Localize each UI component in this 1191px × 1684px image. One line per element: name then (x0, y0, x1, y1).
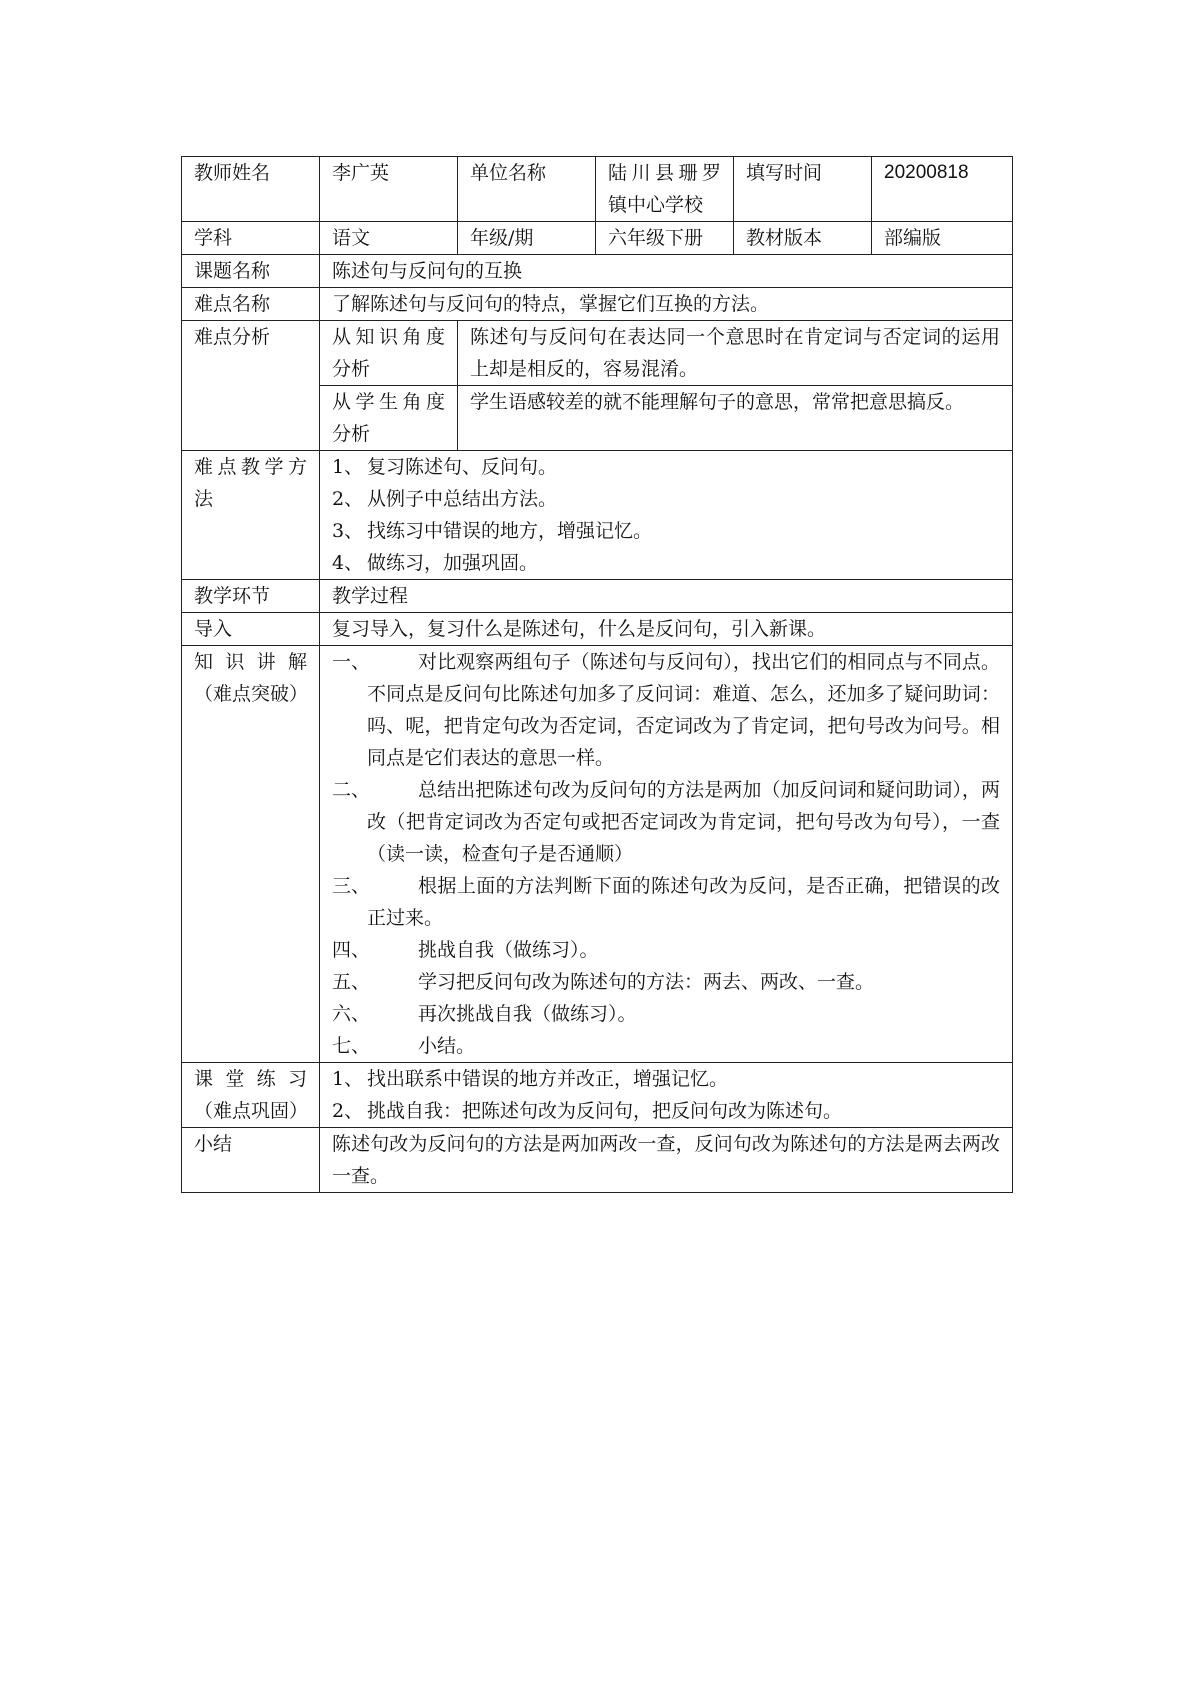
difficulty-label: 难点名称 (182, 288, 320, 321)
grade-value: 六年级下册 (596, 222, 734, 255)
difficulty-value: 了解陈述句与反问句的特点，掌握它们互换的方法。 (320, 288, 1013, 321)
topic-row (182, 255, 1013, 288)
edition-label: 教材版本 (734, 222, 872, 255)
lesson-plan-table (181, 156, 1013, 1193)
info-row-1 (182, 157, 1013, 222)
unit-value: 陆川县珊罗镇中心学校 (596, 157, 734, 222)
list-item (332, 646, 1000, 774)
list-text: 复习陈述句、反问句。 (367, 456, 558, 478)
list-text: 对比观察两组句子（陈述句与反问句），找出它们的相同点与不同点。不同点是反问句比陈述句加多了反问词：难道、怎么，还加多了疑问助词：吗、呢，把肯定句改为否定词，否定词改为了肯定词，把句号改为问号。相同点是它们表达的意思一样。 (367, 651, 1000, 769)
list-item (332, 774, 1000, 870)
practice-label: 课堂练习（难点巩固） (182, 1063, 320, 1128)
subject-label: 学科 (182, 222, 320, 255)
explain-list (332, 646, 1000, 1062)
list-text: 从例子中总结出方法。 (367, 488, 558, 510)
list-item (332, 1063, 1000, 1095)
topic-label: 课题名称 (182, 255, 320, 288)
list-index: 五、 (332, 971, 371, 993)
topic-value: 陈述句与反问句的互换 (320, 255, 1013, 288)
knowledge-value: 陈述句与反问句在表达同一个意思时在肯定词与否定词的运用上却是相反的，容易混淆。 (458, 321, 1013, 386)
intro-label: 导入 (182, 613, 320, 646)
stage-label: 教学环节 (182, 580, 320, 613)
explain-label: 知识讲解（难点突破） (182, 646, 320, 1063)
list-item (332, 547, 1000, 579)
list-text: 找练习中错误的地方，增强记忆。 (367, 520, 653, 542)
list-text: 做练习，加强巩固。 (367, 552, 539, 574)
list-text: 挑战自我：把陈述句改为反问句，把反问句改为陈述句。 (367, 1100, 843, 1122)
list-index: 1、 (332, 1068, 364, 1090)
student-label: 从学生角度分析 (320, 386, 458, 451)
summary-row (182, 1128, 1013, 1193)
explain-cell (320, 646, 1013, 1063)
unit-label: 单位名称 (458, 157, 596, 222)
list-index: 1、 (332, 456, 364, 478)
grade-label: 年级/期 (458, 222, 596, 255)
list-index: 四、 (332, 939, 371, 961)
info-row-2 (182, 222, 1013, 255)
subject-value: 语文 (320, 222, 458, 255)
methods-label: 难点教学方法 (182, 451, 320, 580)
student-value: 学生语感较差的就不能理解句子的意思，常常把意思搞反。 (458, 386, 1013, 451)
list-item (332, 515, 1000, 547)
list-item (332, 934, 1000, 966)
practice-list (332, 1063, 1000, 1127)
list-text: 再次挑战自我（做练习）。 (418, 1003, 637, 1025)
list-index: 3、 (332, 520, 364, 542)
list-item (332, 483, 1000, 515)
list-index: 二、 (332, 779, 371, 801)
list-item (332, 998, 1000, 1030)
process-label: 教学过程 (320, 580, 1013, 613)
explain-row (182, 646, 1013, 1063)
list-item (332, 1095, 1000, 1127)
date-value: 20200818 (872, 157, 1013, 222)
list-index: 2、 (332, 488, 364, 510)
list-index: 一、 (332, 651, 371, 673)
list-text: 学习把反问句改为陈述句的方法：两去、两改、一查。 (418, 971, 875, 993)
list-text: 根据上面的方法判断下面的陈述句改为反问，是否正确，把错误的改正过来。 (367, 875, 1000, 929)
list-index: 三、 (332, 875, 371, 897)
intro-value: 复习导入，复习什么是陈述句，什么是反问句，引入新课。 (320, 613, 1013, 646)
list-index: 4、 (332, 552, 364, 574)
difficulty-row (182, 288, 1013, 321)
list-item (332, 966, 1000, 998)
analysis-label: 难点分析 (182, 321, 320, 451)
teacher-value: 李广英 (320, 157, 458, 222)
list-item (332, 451, 1000, 483)
practice-row (182, 1063, 1013, 1128)
summary-value: 陈述句改为反问句的方法是两加两改一查，反问句改为陈述句的方法是两去两改一查。 (320, 1128, 1013, 1193)
list-index: 六、 (332, 1003, 371, 1025)
methods-cell (320, 451, 1013, 580)
list-index: 2、 (332, 1100, 364, 1122)
stage-header-row (182, 580, 1013, 613)
list-text: 小结。 (418, 1035, 476, 1057)
methods-row (182, 451, 1013, 580)
practice-cell (320, 1063, 1013, 1128)
knowledge-label: 从知识角度分析 (320, 321, 458, 386)
list-index: 七、 (332, 1035, 371, 1057)
list-item (332, 870, 1000, 934)
list-item (332, 1030, 1000, 1062)
teacher-label: 教师姓名 (182, 157, 320, 222)
edition-value: 部编版 (872, 222, 1013, 255)
list-text: 挑战自我（做练习）。 (418, 939, 599, 961)
date-label: 填写时间 (734, 157, 872, 222)
analysis-knowledge-row (182, 321, 1013, 386)
intro-row (182, 613, 1013, 646)
list-text: 找出联系中错误的地方并改正，增强记忆。 (367, 1068, 729, 1090)
list-text: 总结出把陈述句改为反问句的方法是两加（加反问词和疑问助词），两改（把肯定词改为否定句或把否定词改为肯定词，把句号改为句号），一查（读一读，检查句子是否通顺） (367, 779, 1000, 865)
methods-list (332, 451, 1000, 579)
summary-label: 小结 (182, 1128, 320, 1193)
